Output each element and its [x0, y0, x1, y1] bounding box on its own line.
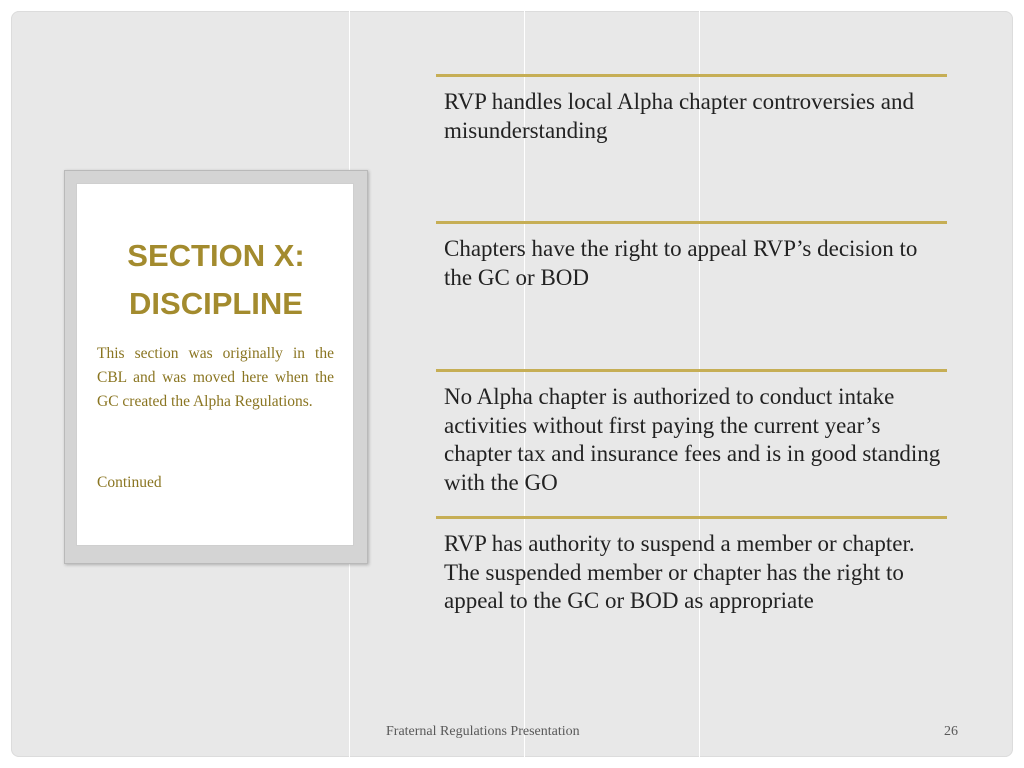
bullet-text: No Alpha chapter is authorized to conduct intake activities without first paying the current year’s chapter tax and insurance fees and is in good standing with the GO: [444, 384, 941, 495]
footer-title: Fraternal Regulations Presentation: [386, 724, 580, 739]
bullet-item: [436, 221, 947, 292]
bullet-item: [436, 516, 947, 616]
page-number: 26: [944, 724, 958, 739]
bullet-text: RVP has authority to suspend a member or chapter. The suspended member or chapter has the right to appeal to the GC or BOD as appropriate: [444, 531, 915, 613]
section-title: SECTION X: DISCIPLINE: [127, 238, 305, 321]
bullet-item: [436, 74, 947, 145]
bullet-text: Chapters have the right to appeal RVP’s decision to the GC or BOD: [444, 236, 918, 290]
section-continued-label: Continued: [97, 474, 162, 491]
bullet-item: [436, 369, 947, 497]
section-card: [76, 183, 354, 546]
section-description: This section was originally in the CBL and was moved here when the GC created the Alpha Regulations.: [97, 345, 334, 410]
bullet-text: RVP handles local Alpha chapter controversies and misunderstanding: [444, 89, 914, 143]
